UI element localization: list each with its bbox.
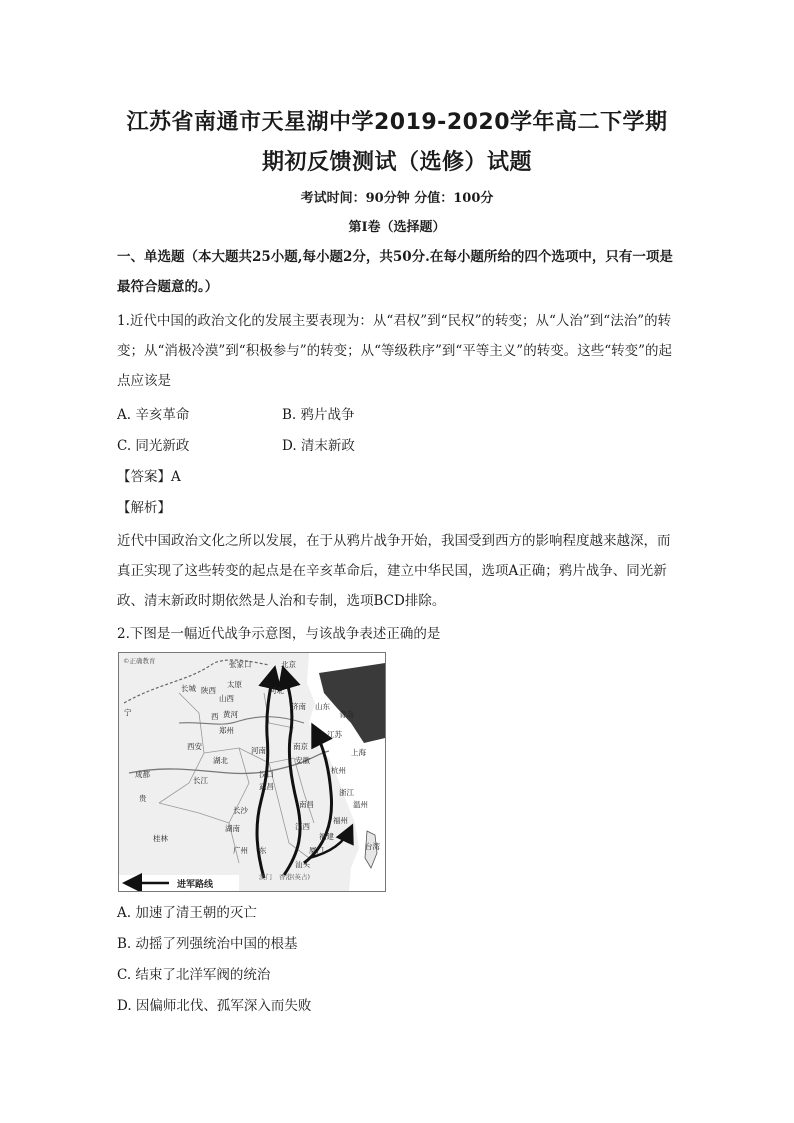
label-great-wall: 长城	[181, 684, 196, 693]
label-shandong: 山东	[315, 702, 330, 711]
section-intro: 一、单选题（本大题共25小题,每小题2分，共50分.在每小题所给的四个选项中，只有一项是最符合题意的。）	[117, 249, 673, 295]
q2-option-c: C. 结束了北洋军阀的统治	[117, 967, 271, 983]
label-hubei: 湖北	[213, 756, 228, 765]
label-guangdong: 东	[259, 846, 267, 855]
label-hunan: 湖南	[225, 824, 240, 833]
q1-analysis: 近代中国政治文化之所以发展，在于从鸦片战争开始，我国受到西方的影响程度越来越深，而真正实现了这些转变的起点是在辛亥革命后，建立中华民国，选项A正确；鸦片战争、同光新政、清末新政时期依然是人治和专制，选项BCD排除。	[117, 533, 671, 609]
q1-stem: 1.近代中国的政治文化的发展主要表现为：从“君权”到“民权”的转变；从“人治”到“法治”的转变；从“消极冷漠”到“积极参与”的转变；从“等级秩序”到“平等主义”的转变。这些“转变”的起点应该是	[117, 313, 673, 389]
q1-option-d: D. 清末新政	[282, 438, 355, 454]
label-nanchang: 南昌	[299, 800, 314, 809]
label-wuchang: 武昌	[259, 782, 274, 791]
label-hankou: 汉口	[259, 770, 274, 779]
q1-option-a: A. 辛亥革命	[117, 407, 190, 423]
q1-option-b: B. 鸦片战争	[282, 407, 355, 423]
label-hebei: 河北	[269, 686, 284, 695]
label-qingdao: 青岛	[339, 710, 354, 719]
label-xiamen: 厦门	[309, 846, 324, 855]
document-title-line1: 江苏省南通市天星湖中学2019-2020学年高二下学期	[126, 110, 668, 135]
document-title-line2: 期初反馈测试（选修）试题	[261, 150, 532, 175]
label-zhangjiakou: 张家口	[229, 660, 252, 669]
label-chengdu: 成都	[135, 770, 150, 779]
label-jiangxi: 江西	[295, 822, 310, 831]
label-aomen: 澳门	[259, 873, 272, 881]
label-beijing: 北京	[281, 660, 296, 669]
q2-option-d: D. 因偏师北伐、孤军深入而失败	[117, 998, 312, 1014]
q2-option-a: A. 加速了清王朝的灭亡	[117, 905, 257, 921]
q1-analysis-label: 【解析】	[117, 500, 171, 516]
label-shanxi: 山西	[219, 694, 234, 703]
map-watermark: ©正确教育	[123, 657, 156, 665]
label-guangzhou: 广州	[233, 846, 248, 855]
label-nanjing: 南京	[293, 742, 308, 751]
label-changsha: 长沙	[233, 806, 248, 815]
label-henan: 河南	[251, 746, 266, 755]
label-hongkong: 香港(英占)	[279, 873, 311, 881]
war-route-map	[118, 652, 386, 892]
q2-option-b: B. 动摇了列强统治中国的根基	[117, 936, 298, 952]
q1-option-c: C. 同光新政	[117, 438, 190, 454]
label-yangtze: 长江	[193, 776, 208, 785]
label-shaanxi: 陕西	[201, 686, 216, 695]
label-jinan: 济南	[291, 702, 306, 711]
label-shantou: 汕头	[295, 860, 310, 869]
label-anhui: 安徽	[295, 756, 310, 765]
map-svg	[119, 653, 385, 891]
label-taiwan: 台湾	[365, 842, 380, 851]
label-fujian: 福建	[319, 832, 334, 841]
label-hangzhou: 杭州	[331, 766, 346, 775]
label-ningxia: 宁	[124, 708, 132, 717]
legend-label: 进军路线	[177, 880, 214, 890]
label-shanghai: 上海	[351, 748, 366, 757]
label-xian: 西安	[187, 742, 202, 751]
volume-heading: 第Ⅰ卷（选择题）	[348, 220, 446, 235]
label-taiyuan: 太原	[227, 680, 242, 689]
q1-answer: 【答案】A	[117, 469, 181, 485]
label-jiangsu: 江苏	[327, 730, 342, 739]
exam-meta: 考试时间：90分钟 分值：100分	[300, 191, 494, 206]
label-zhejiang: 浙江	[339, 788, 354, 797]
label-wenzhou: 温州	[353, 800, 368, 809]
label-guilin: 桂林	[153, 834, 168, 843]
label-zhengzhou: 郑州	[219, 726, 234, 735]
label-gui: 贵	[139, 794, 147, 803]
label-yellow-river: 黄河	[223, 710, 238, 719]
label-fuzhou: 福州	[333, 816, 348, 825]
label-xi: 西	[211, 712, 219, 721]
q2-stem: 2.下图是一幅近代战争示意图，与该战争表述正确的是	[117, 626, 441, 642]
